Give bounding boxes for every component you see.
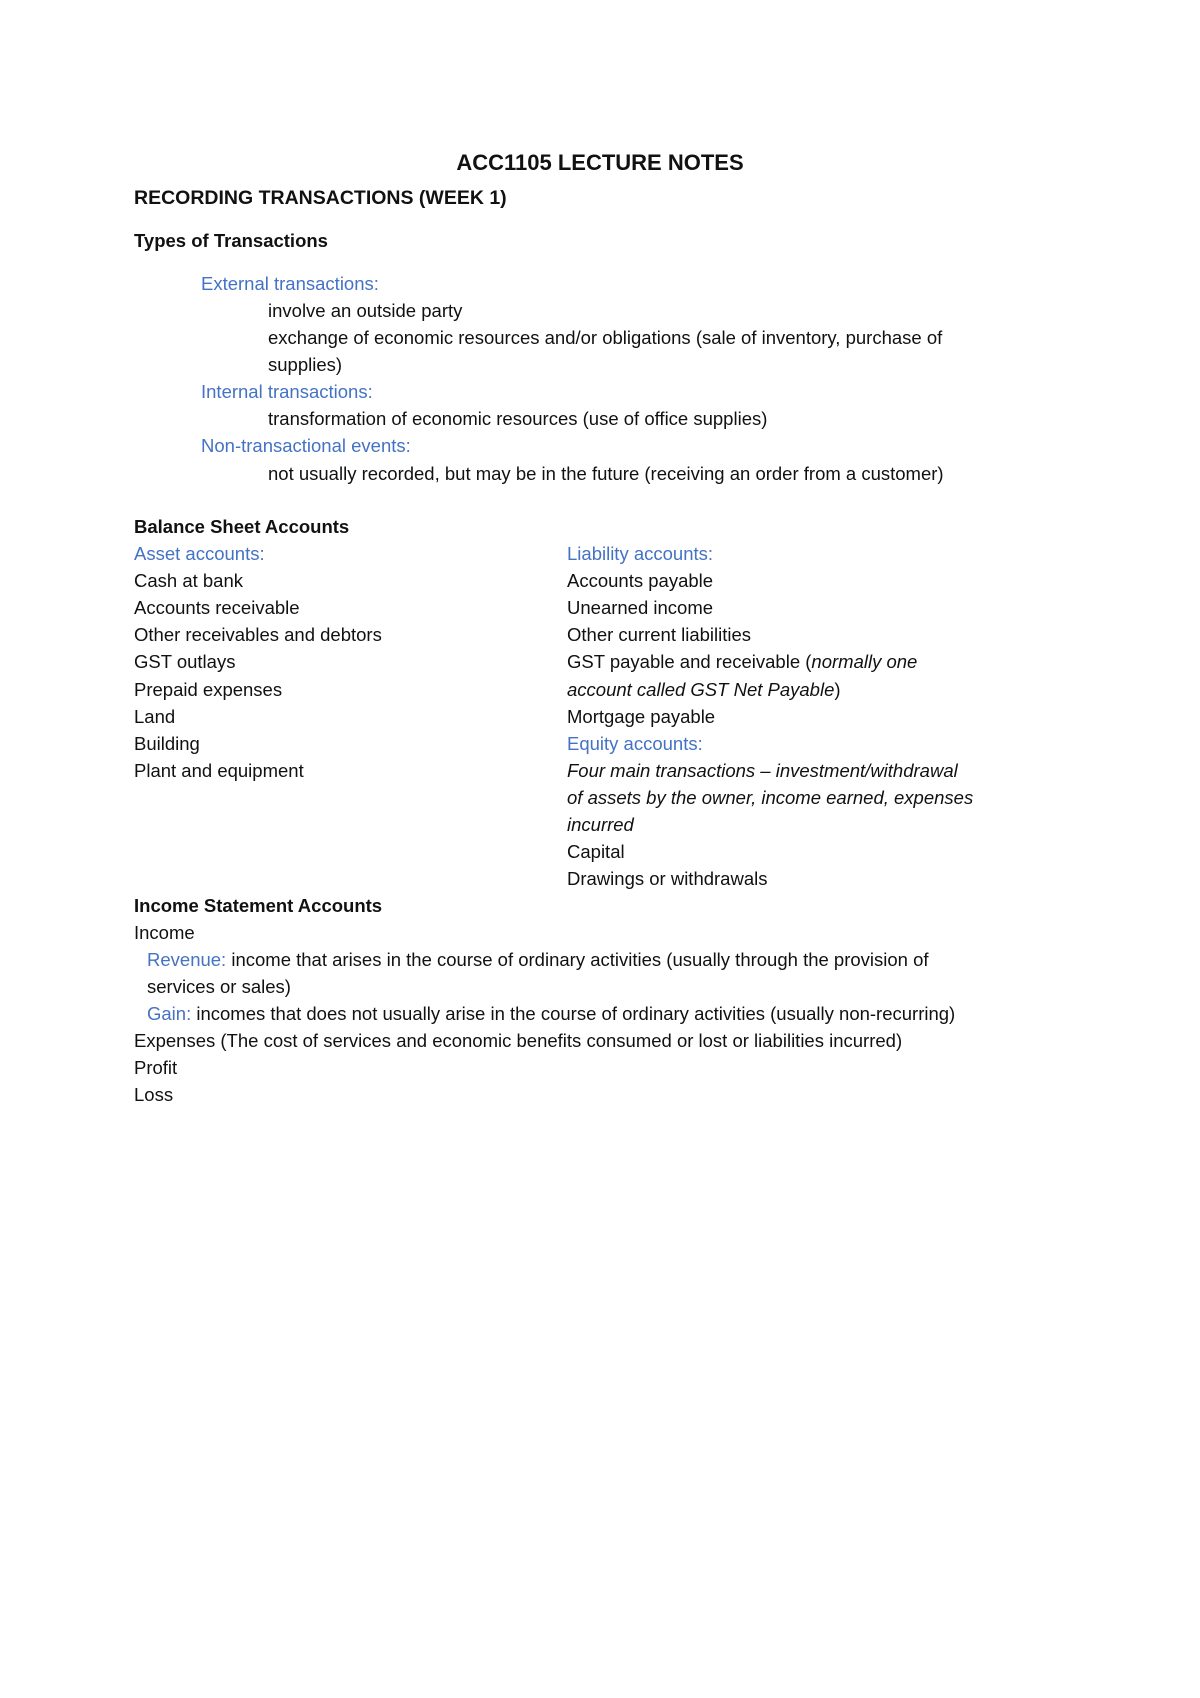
external-line-1: involve an outside party — [268, 300, 463, 321]
gst-italic-1: normally one — [811, 651, 918, 672]
equity-note-3: incurred — [567, 814, 634, 835]
drawings-item: Drawings or withdrawals — [567, 868, 768, 889]
expenses-line: Expenses (The cost of services and economic benefits consumed or lost or liabilities incurred) — [134, 1030, 903, 1051]
equity-label: Equity accounts: — [567, 733, 703, 754]
external-line-2: exchange of economic resources and/or obligations (sale of inventory, purchase of — [268, 327, 943, 348]
revenue-text-1: income that arises in the course of ordinary activities (usually through the provision of — [226, 949, 929, 970]
liability-label: Liability accounts: — [567, 543, 714, 564]
external-line-3: supplies) — [268, 354, 343, 375]
asset-item: Plant and equipment — [134, 760, 304, 781]
gain-text: incomes that does not usually arise in the course of ordinary activities (usually non-recurring) — [191, 1003, 956, 1024]
capital-item: Capital — [567, 841, 625, 862]
asset-item: Building — [134, 733, 200, 754]
nontrans-label: Non-transactional events: — [201, 435, 411, 456]
profit-line: Profit — [134, 1057, 178, 1078]
asset-item: GST outlays — [134, 651, 236, 672]
gst-line-1 — [567, 650, 917, 674]
gst-suffix: ) — [834, 679, 841, 700]
revenue-label: Revenue: — [147, 949, 227, 970]
asset-label: Asset accounts: — [134, 543, 265, 564]
document-title: ACC1105 LECTURE NOTES — [456, 150, 744, 175]
income-label: Income — [134, 922, 195, 943]
gain-label: Gain: — [147, 1003, 192, 1024]
equity-note-1: Four main transactions – investment/withdrawal — [567, 760, 958, 781]
types-heading: Types of Transactions — [134, 230, 328, 251]
section-heading: RECORDING TRANSACTIONS (WEEK 1) — [134, 187, 507, 209]
asset-item: Cash at bank — [134, 570, 244, 591]
loss-line: Loss — [134, 1084, 174, 1105]
gst-line-2 — [567, 678, 841, 702]
gst-prefix: GST payable and receivable ( — [567, 651, 812, 672]
revenue-line-1 — [147, 948, 929, 972]
liability-item: Other current liabilities — [567, 624, 752, 645]
asset-item: Accounts receivable — [134, 597, 300, 618]
income-heading: Income Statement Accounts — [134, 895, 383, 916]
revenue-line-2: services or sales) — [147, 976, 291, 997]
internal-line-1: transformation of economic resources (use of office supplies) — [268, 408, 768, 429]
liability-item: Accounts payable — [567, 570, 714, 591]
asset-item: Other receivables and debtors — [134, 624, 382, 645]
mortgage-item: Mortgage payable — [567, 706, 716, 727]
asset-item: Prepaid expenses — [134, 679, 283, 700]
nontrans-line-1: not usually recorded, but may be in the future (receiving an order from a customer) — [268, 463, 944, 484]
liability-item: Unearned income — [567, 597, 714, 618]
internal-label: Internal transactions: — [201, 381, 373, 402]
asset-item: Land — [134, 706, 176, 727]
external-label: External transactions: — [201, 273, 379, 294]
gst-italic-2: account called GST Net Payable — [567, 679, 835, 700]
gain-line — [147, 1002, 955, 1026]
equity-note-2: of assets by the owner, income earned, expenses — [567, 787, 974, 808]
balance-heading: Balance Sheet Accounts — [134, 516, 350, 537]
